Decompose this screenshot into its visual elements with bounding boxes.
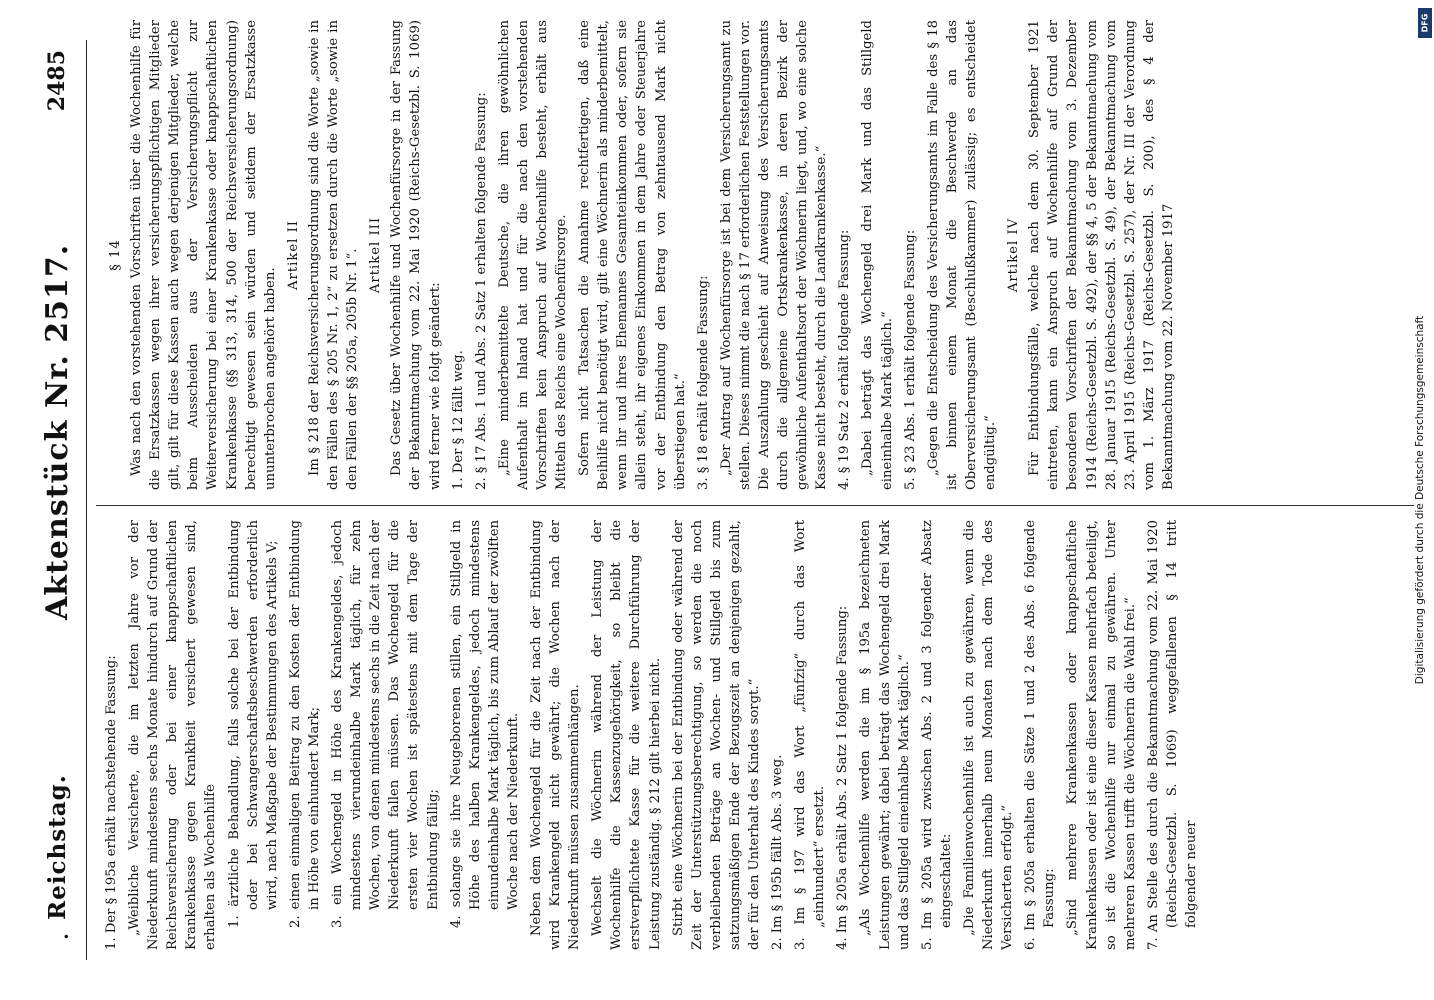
paragraph: 3. § 18 erhält folgende Fassung: bbox=[695, 275, 711, 490]
paragraph: 2. einen einmaligen Beitrag zu den Kosten der Entbindung in Höhe von einhundert Mark; bbox=[287, 520, 322, 928]
header-left: Reichstag. bbox=[44, 774, 71, 920]
digitization-credit bbox=[1408, 8, 1432, 992]
paragraph: 2. Im § 195b fällt Abs. 3 weg. bbox=[770, 754, 786, 950]
paragraph: „Gegen die Entscheidung des Versicherungsamts im Falle des § 18 ist binnen einem Monat die Beschwerde an das Oberversicherungsamt (Beschlußkammer) zulässig; es entscheidet endgültig.“ bbox=[925, 20, 999, 490]
page-header bbox=[30, 40, 87, 960]
paragraph: 2. § 17 Abs. 1 und Abs. 2 Satz 1 erhalten folgende Fassung: bbox=[473, 92, 489, 490]
paragraph: 7. An Stelle des durch die Bekanntmachung vom 22. Mai 1920 (Reichs-Gesetzbl. S. 1069) weggefallenen § 14 tritt folgender neuer bbox=[1145, 520, 1199, 950]
header-dot: • bbox=[60, 932, 74, 940]
paragraph: 4. § 19 Satz 2 erhält folgende Fassung: bbox=[837, 229, 853, 490]
paragraph: § 14 bbox=[108, 239, 123, 271]
paragraph: Was nach den vorstehenden Vorschriften über die Wochenhilfe für die Ersatzkassen wegen ihrer versicherungspflichtigen Mitglieder gilt, gilt für diese Kassen auch wegen derjenigen Mitglieder, welche beim Ausscheiden aus der Versicherungspflicht zur Weiterversicherung bei einer Krankenkasse oder knappschaftlichen Krankenkasse (§§ 313, 314, 500 der Reichsversicherungsordnung) berechtigt gewesen sein würden und seitdem der Ersatzkasse ununterbrochen angehört haben. bbox=[129, 20, 278, 490]
paragraph: 5. § 23 Abs. 1 erhält folgende Fassung: bbox=[902, 229, 918, 490]
paragraph: 3. Im § 197 wird das Wort „fünfzig“ durch das Wort „einhundert“ ersetzt. bbox=[793, 520, 828, 950]
header-title: Aktenstück Nr. 2517. bbox=[40, 243, 75, 620]
paragraph: Im § 218 der Reichsversicherungsordnung sind die Worte „sowie in den Fällen des § 205 Nr. 1, 2“ zu ersetzen durch die Worte „sowie in den Fällen der §§ 205a, 205b Nr. 1“. bbox=[306, 20, 361, 490]
paragraph: „Die Familienwochenhilfe ist auch zu gewähren, wenn die Niederkunft innerhalb neun Monaten nach dem Tode des Versicherten erfolgt.“ bbox=[961, 520, 1016, 950]
paragraph: „Sind mehrere Krankenkassen oder knappschaftliche Krankenkassen oder ist eine dieser Kassen mehrfach beteiligt, so ist die Wochenhilfe nur einmal zu gewähren. Unter mehreren Kassen trifft die Wöchnerin die Wahl frei.“ bbox=[1065, 520, 1138, 950]
paragraph: „Eine minderbemittelte Deutsche, die ihren gewöhnlichen Aufenthalt im Inland hat und für die nach den vorstehenden Vorschriften kein Anspruch auf Wochenhilfe besteht, erhält aus Mitteln des Reichs eine Wochenfürsorge. bbox=[496, 20, 570, 490]
paragraph: Stirbt eine Wöchnerin bei der Entbindung oder während der Zeit der Unterstützungsberechtigung, so werden die noch verbleibenden Beträge an Wochen- und Stillgeld bis zum satzungsmäßigen Ende der Bezugszeit an denjenigen gezahlt, der für den Unterhalt des Kindes sorgt.“ bbox=[670, 520, 762, 950]
paragraph: Artikel III bbox=[368, 216, 384, 294]
left-column bbox=[102, 520, 1434, 950]
paragraph: „Der Antrag auf Wochenfürsorge ist bei dem Versicherungsamt zu stellen. Dieses nimmt die nach § 17 erforderlichen Feststellungen vor. Die Auszahlung geschieht auf Anweisung des Versicherungsamts durch die allgemeine Ortskrankenkasse, in deren Bezirk der gewöhnliche Aufenthaltsort der Wöchnerin liegt, und, wo eine solche Kasse nicht besteht, durch die Landkrankenkasse.“ bbox=[718, 20, 830, 490]
paragraph: Sofern nicht Tatsachen die Annahme rechtfertigen, daß eine Beihilfe nicht benötigt wird, gilt eine Wöchnerin als minderbemittelt, wenn ihr und ihres Ehemannes Gesamteinkommen oder, sofern sie allein steht, ihr eigenes Einkommen in dem Jahre oder Steuerjahre vor der Entbindung den Betrag von zehntausend Mark nicht überstiegen hat.“ bbox=[577, 20, 688, 490]
column-divider bbox=[96, 505, 1414, 506]
paragraph: 1. Der § 12 fällt weg. bbox=[450, 350, 466, 490]
paragraph: Artikel IV bbox=[1006, 217, 1022, 293]
dfg-logo bbox=[1418, 8, 1432, 38]
paragraph: 4. solange sie ihre Neugeborenen stillen, ein Stillgeld in Höhe des halben Krankengeldes, jedoch mindestens einundeinhalbe Mark täglich, bis zum Ablauf der zwölften Woche nach der Niederkunft. bbox=[448, 520, 521, 928]
paragraph: 6. Im § 205a erhalten die Sätze 1 und 2 des Abs. 6 folgende Fassung: bbox=[1023, 520, 1058, 950]
paragraph: Neben dem Wochengeld für die Zeit nach der Entbindung wird Krankengeld nicht gewährt; die Wochen nach der Niederkunft müssen zusammenhängen. bbox=[528, 520, 583, 950]
paragraph: 1. Der § 195a erhält nachstehende Fassung: bbox=[104, 655, 119, 950]
paragraph: 4. Im § 205a erhält Abs. 2 Satz 1 folgende Fassung: bbox=[835, 605, 851, 950]
paragraph: 5. Im § 205a wird zwischen Abs. 2 und 3 folgender Absatz eingeschaltet: bbox=[919, 520, 954, 950]
dfg-logo-text: DFG bbox=[1420, 13, 1430, 33]
paragraph: 3. ein Wochengeld in Höhe des Krankengeldes, jedoch mindestens vierundeinhalbe Mark täglich, für zehn Wochen, von denen mindestens sechs in die Zeit nach der Niederkunft fallen müssen. Das Wochengeld für die ersten vier Wochen ist spätestens mit dem Tage der Entbindung fällig; bbox=[330, 520, 441, 928]
paragraph: Das Gesetz über Wochenhilfe und Wochenfürsorge in der Fassung der Bekanntmachung vom 22. Mai 1920 (Reichs-Gesetzbl. S. 1069) wird ferner wie folgt geändert: bbox=[389, 20, 443, 490]
paragraph: „Weibliche Versicherte, die im letzten Jahre vor der Niederkunft mindestens sechs Monate hindurch auf Grund der Reichsversicherung oder bei einer knappschaftlichen Krankenkasse gegen Krankheit versichert gewesen sind, erhalten als Wochenhilfe bbox=[127, 520, 219, 950]
paragraph: „Als Wochenhilfe werden die im § 195a bezeichneten Leistungen gewährt; dabei beträgt das Wochengeld drei Mark und das Stillgeld eineinhalbe Mark täglich.“ bbox=[858, 520, 912, 950]
paragraph: „Dabei beträgt das Wochengeld drei Mark und das Stillgeld eineinhalbe Mark täglich.“ bbox=[860, 20, 895, 490]
paragraph: Wechselt die Wöchnerin während der Leistung der Wochenhilfe die Kassenzugehörigkeit, so bleibt die erstverpflichtete Kasse für die weitere Durchführung der Leistung zuständig. § 212 gilt hierbei nicht. bbox=[590, 520, 663, 950]
paragraph: Für Entbindungsfälle, welche nach dem 30. September 1921 eintreten, kann ein Anspruch auf Wochenhilfe auf Grund der besonderen Vorschriften der Bekanntmachung vom 3. Dezember 1914 (Reichs-Gesetzbl. S. 492), der §§ 4, 5 der Bekanntmachung vom 28. Januar 1915 (Reichs-Gesetzbl. S. 49), der Bekanntmachung vom 23. April 1915 (Reichs-Gesetzbl. S. 257), der Nr. III der Verordnung vom 1. März 1917 (Reichs-Gesetzbl. S. 200), des § 4 der Bekanntmachung vom 22. November 1917 bbox=[1027, 20, 1176, 490]
paragraph: 1. ärztliche Behandlung, falls solche bei der Entbindung oder bei Schwangerschaftsbeschwerden erforderlich wird, nach Maßgabe der Bestimmungen des Artikels V; bbox=[226, 520, 280, 928]
page-number: 2485 bbox=[44, 50, 70, 112]
credit-text: Digitalisierung gefördert durch die Deutsche Forschungsgemeinschaft bbox=[1414, 315, 1426, 685]
right-column bbox=[102, 20, 1434, 490]
paragraph: Artikel II bbox=[285, 220, 301, 290]
